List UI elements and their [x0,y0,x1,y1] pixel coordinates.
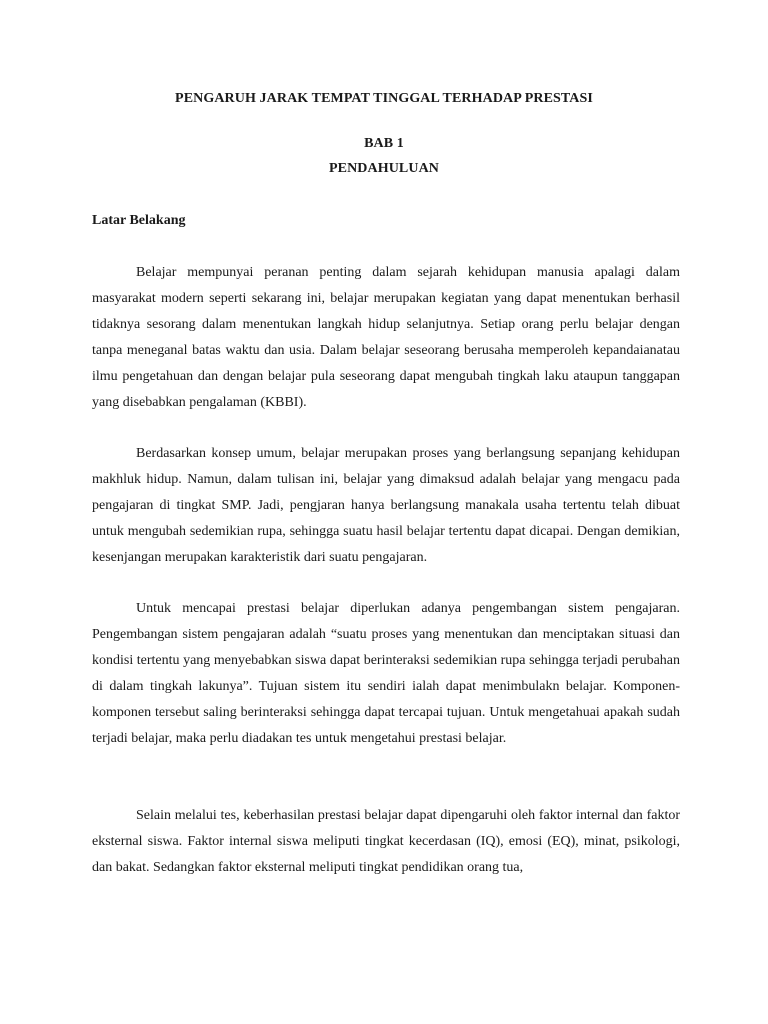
document-title: PENGARUH JARAK TEMPAT TINGGAL TERHADAP PRESTASI [175,91,593,106]
chapter-title: PENDAHULUAN [329,161,439,176]
body-paragraph: Selain melalui tes, keberhasilan prestasi belajar dapat dipengaruhi oleh faktor internal dan faktor eksternal siswa. Faktor internal siswa meliputi tingkat kecerdasan (IQ), emosi (EQ), minat, psikologi, dan bakat. Sedangkan faktor eksternal meliputi tingkat pendidikan orang tua, [92,808,680,875]
chapter-number: BAB 1 [364,136,404,151]
body-paragraph: Berdasarkan konsep umum, belajar merupakan proses yang berlangsung sepanjang kehidupan makhluk hidup. Namun, dalam tulisan ini, belajar yang dimaksud adalah belajar yang mengacu pada pengajaran di tingkat SMP. Jadi, pengjaran hanya berlangsung manakala usaha tertentu telah dibuat untuk mengubah sedemikian rupa, sehingga suatu hasil belajar tertentu dapat dicapai. Dengan demikian, kesenjangan merupakan karakteristik dari suatu pengajaran. [92,446,680,565]
body-paragraph: Untuk mencapai prestasi belajar diperlukan adanya pengembangan sistem pengajaran. Pengembangan sistem pengajaran adalah “suatu proses yang menentukan dan menciptakan situasi dan kondisi tertentu yang menyebabkan siswa dapat berinteraksi sedemikian rupa sehingga terjadi perubahan di dalam tingkah lakunya”. Tujuan sistem itu sendiri ialah dapat menimbulakn belajar. Komponen-komponen tersebut saling berinteraksi sehingga dapat tercapai tujuan. Untuk mengetahuai apakah sudah terjadi belajar, maka perlu diadakan tes untuk mengetahui prestasi belajar. [92,601,680,746]
body-paragraph: Belajar mempunyai peranan penting dalam sejarah kehidupan manusia apalagi dalam masyarakat modern seperti sekarang ini, belajar merupakan kegiatan yang dapat menentukan berhasil tidaknya sesorang dalam menentukan langkah hidup selanjutnya. Setiap orang perlu belajar dengan tanpa meneganal batas waktu dan usia. Dalam belajar seseorang berusaha memperoleh kepandaianatau ilmu pengetahuan dan dengan belajar pula seseorang dapat mengubah tingkah laku ataupun tanggapan yang disebabkan pengalaman (KBBI). [92,265,680,410]
section-heading: Latar Belakang [92,213,186,228]
